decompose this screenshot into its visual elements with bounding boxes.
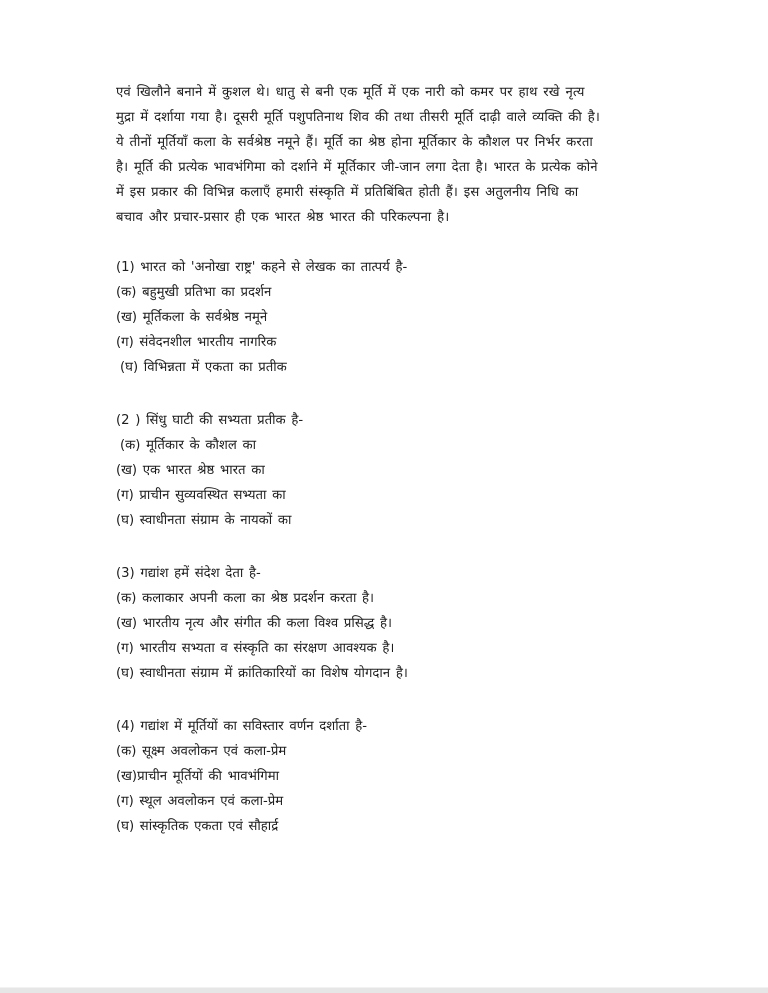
question-text: (3) गद्यांश हमें संदेश देता है- (116, 566, 261, 581)
option-kha: (ख) मूर्तिकला के सर्वश्रेष्ठ नमूने (116, 310, 268, 325)
option-gha: (घ) विभिन्नता में एकता का प्रतीक (120, 360, 287, 375)
question-text: (1) भारत को 'अनोखा राष्ट्र' कहने से लेखक का तात्पर्य है- (116, 260, 408, 275)
question-3 (116, 561, 656, 686)
passage-line: एवं खिलौने बनाने में कुशल थे। धातु से बनी एक मूर्ति में एक नारी को कमर पर हाथ रखे नृत्य (116, 85, 585, 100)
option-ka: (क) सूक्ष्म अवलोकन एवं कला-प्रेम (116, 744, 287, 759)
passage-line: ये तीनों मूर्तियाँ कला के सर्वश्रेष्ठ नमूने हैं। मूर्ति का श्रेष्ठ होना मूर्तिकार के कौशल पर निर्भर करता (116, 135, 593, 150)
page-bottom-edge (0, 987, 768, 993)
question-text: (2 ) सिंधु घाटी की सभ्यता प्रतीक है- (116, 413, 304, 428)
passage-line: बचाव और प्रचार-प्रसार ही एक भारत श्रेष्ठ भारत की परिकल्पना है। (116, 210, 450, 225)
option-gha: (घ) स्वाधीनता संग्राम के नायकों का (116, 513, 292, 528)
option-ka: (क) बहुमुखी प्रतिभा का प्रदर्शन (116, 285, 272, 300)
option-ga: (ग) स्थूल अवलोकन एवं कला-प्रेम (116, 794, 284, 809)
question-1 (116, 255, 656, 380)
passage-line: में इस प्रकार की विभिन्न कलाएँ हमारी संस्कृति में प्रतिबिंबित होती हैं। इस अतुलनीय निधि का (116, 185, 579, 200)
option-gha: (घ) सांस्कृतिक एकता एवं सौहार्द्र (116, 819, 279, 834)
option-ga: (ग) प्राचीन सुव्यवस्थित सभ्यता का (116, 488, 286, 503)
option-kha: (ख) एक भारत श्रेष्ठ भारत का (116, 463, 265, 478)
option-kha: (ख) भारतीय नृत्य और संगीत की कला विश्व प्रसिद्ध है। (116, 616, 392, 631)
passage-line: मुद्रा में दर्शाया गया है। दूसरी मूर्ति पशुपतिनाथ शिव की तथा तीसरी मूर्ति दाढ़ी वाले व्यक्ति की है। (116, 110, 600, 125)
question-2 (116, 408, 656, 533)
option-ka: (क) कलाकार अपनी कला का श्रेष्ठ प्रदर्शन करता है। (116, 591, 375, 606)
option-ga: (ग) संवेदनशील भारतीय नागरिक (116, 335, 277, 350)
question-text: (4) गद्यांश में मूर्तियों का सविस्तार वर्णन दर्शाता है- (116, 719, 368, 734)
option-gha: (घ) स्वाधीनता संग्राम में क्रांतिकारियों का विशेष योगदान है। (116, 666, 408, 681)
option-ga: (ग) भारतीय सभ्यता व संस्कृति का संरक्षण आवश्यक है। (116, 641, 395, 656)
option-ka: (क) मूर्तिकार के कौशल का (120, 438, 257, 453)
document-content (116, 80, 656, 839)
option-kha: (ख)प्राचीन मूर्तियों की भावभंगिमा (116, 769, 280, 784)
passage-line: है। मूर्ति की प्रत्येक भावभंगिमा को दर्शाने में मूर्तिकार जी-जान लगा देता है। भारत के प्रत्येक कोने (116, 160, 598, 175)
passage (116, 80, 656, 230)
question-4 (116, 714, 656, 839)
